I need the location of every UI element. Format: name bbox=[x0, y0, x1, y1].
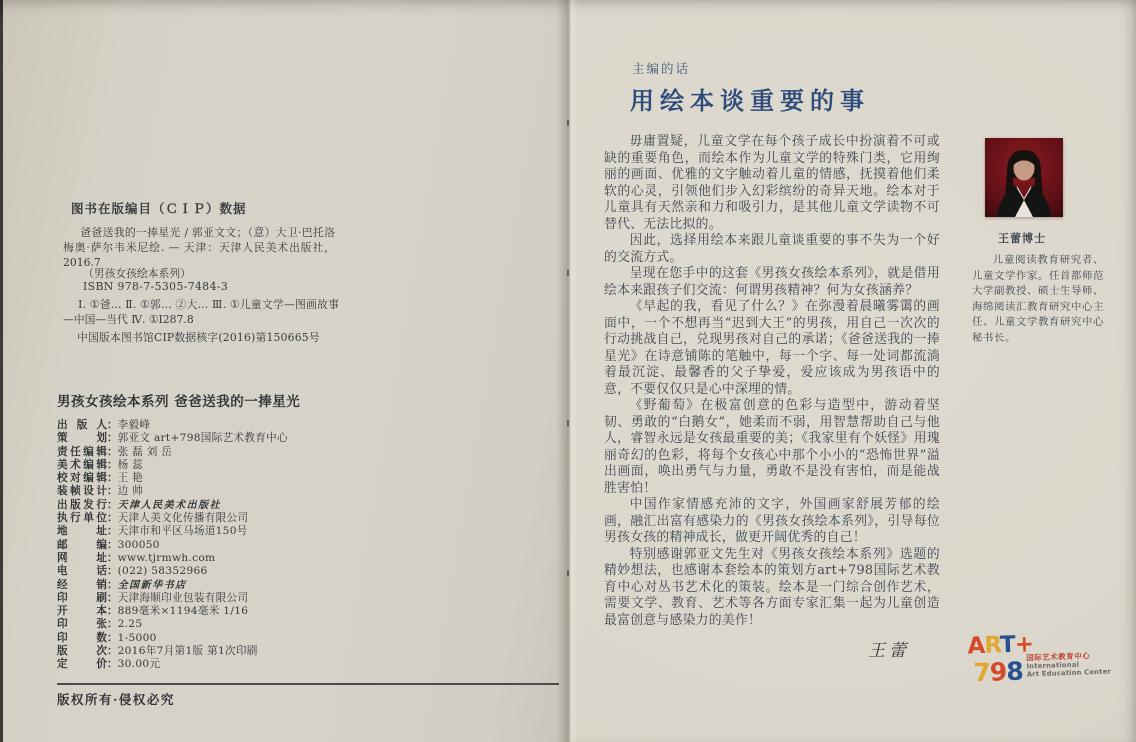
colophon-colon: ： bbox=[107, 485, 118, 498]
colophon-label: 出版发行 bbox=[57, 498, 107, 511]
divider-rule bbox=[57, 683, 559, 685]
author-photo bbox=[985, 138, 1063, 217]
colophon-value: 2016年7月第1版 第1次印刷 bbox=[117, 645, 258, 658]
cip-description: 爸爸送我的一捧星光 / 郭亚文文；（意）大卫·巴托洛梅奥·萨尔韦米尼绘. — 天津：天津人民美术出版社，2016.7 bbox=[63, 226, 335, 269]
colophon-value: 李毅峰 bbox=[117, 419, 151, 431]
colophon-colon: ： bbox=[107, 658, 118, 671]
logo-letter: T bbox=[999, 631, 1016, 659]
colophon-row bbox=[57, 592, 537, 605]
colophon-colon: ： bbox=[107, 565, 118, 578]
colophon-value: 30.00元 bbox=[117, 658, 161, 671]
colophon-value: 天津人美文化传播有限公司 bbox=[117, 512, 249, 525]
art798-logo bbox=[967, 631, 1112, 688]
logo-digit: 8 bbox=[1005, 656, 1024, 687]
cip-classification: Ⅰ. ①爸… Ⅱ. ①郭… ②大… Ⅲ. ①儿童文学—图画故事—中国—当代 Ⅳ. ①I287.8 bbox=[63, 298, 339, 326]
essay-paragraph: 《野葡萄》在极富创意的色彩与造型中，游动着坚韧、勇敢的“白鹅女”，她柔而不弱，用智慧帮助自己与他人，睿智永远是女孩最重要的美；《我家里有个妖怪》用瑰丽奇幻的色彩，将每个女孩心中那个小小的“恐怖世界”溢出画面，唤出勇气与力量，勇敢不是没有害怕，而是能战胜害怕！ bbox=[604, 398, 940, 496]
colophon-label: 印数 bbox=[57, 631, 107, 644]
colophon-value: 全国新华书店 bbox=[117, 579, 187, 591]
essay-body bbox=[604, 134, 940, 629]
colophon-row bbox=[57, 485, 537, 498]
colophon-value: 天津海顺印业包装有限公司 bbox=[117, 591, 249, 604]
copyright-notice: 版权所有·侵权必究 bbox=[57, 692, 175, 707]
colophon-colon: ： bbox=[107, 498, 118, 511]
colophon-row bbox=[57, 446, 537, 459]
colophon-title: 男孩女孩绘本系列 爸爸送我的一捧星光 bbox=[57, 394, 301, 410]
colophon-value: 张 磊 刘 岳 bbox=[117, 445, 173, 458]
colophon-value: 2.25 bbox=[117, 618, 143, 631]
colophon-label: 网址 bbox=[57, 551, 107, 564]
colophon-colon: ： bbox=[107, 512, 118, 525]
colophon-colon: ： bbox=[107, 631, 118, 644]
colophon-colon: ： bbox=[107, 645, 118, 658]
colophon-label: 版次 bbox=[57, 645, 107, 658]
colophon-row bbox=[57, 419, 537, 432]
colophon-label: 校对编辑 bbox=[57, 472, 107, 485]
author-bio bbox=[972, 230, 1104, 347]
colophon-row bbox=[57, 658, 537, 671]
colophon-label: 装帧设计 bbox=[57, 485, 107, 498]
logo-letter: A bbox=[967, 632, 985, 660]
colophon-row bbox=[57, 499, 537, 512]
logo-digit: 9 bbox=[989, 657, 1007, 687]
colophon-label: 邮编 bbox=[57, 538, 107, 551]
colophon-list bbox=[57, 419, 537, 672]
logo-caption-cn: 国际艺术教育中心 bbox=[1026, 651, 1091, 663]
colophon-label: 执行单位 bbox=[57, 512, 107, 525]
essay-paragraph: 毋庸置疑，儿童文学在每个孩子成长中扮演着不可或缺的重要角色，而绘本作为儿童文学的特殊门类，它用绚丽的画面、优雅的文字触动着儿童的情感，抚摸着他们柔软的心灵，引领他们步入幻彩缤纷的奇异天地。绘本对于儿童具有天然亲和力和吸引力，是其他儿童文学读物不可替代、无法比拟的。 bbox=[604, 134, 940, 232]
essay-paragraph: 《早起的我，看见了什么？》在弥漫着晨曦雾霭的画面中，一个不想再当“迟到大王”的男孩，用自己一次次的行动挑战自己，兑现男孩对自己的承诺；《爸爸送我的一捧星光》在诗意铺陈的笔触中，每一个字、每一处词都流淌着最沉淀、最馨香的父子挚爱，爱应该成为男孩语中的意，不要仅仅只是心中深埋的情。 bbox=[604, 299, 940, 397]
cip-series: （男孩女孩绘本系列） bbox=[83, 267, 191, 280]
art798-logo-digits bbox=[972, 651, 1112, 688]
logo-caption-en1: International bbox=[1026, 660, 1080, 671]
logo-caption bbox=[1026, 652, 1111, 679]
colophon-value: 天津市和平区马场道150号 bbox=[117, 525, 248, 538]
logo-digits-group bbox=[973, 657, 1023, 688]
colophon-row bbox=[57, 525, 537, 538]
colophon-label: 美术编辑 bbox=[57, 458, 107, 471]
colophon-label: 策划 bbox=[57, 432, 107, 445]
cip-isbn: ISBN 978-7-5305-7484-3 bbox=[83, 280, 229, 293]
logo-letter: + bbox=[1014, 631, 1034, 658]
colophon-label: 开本 bbox=[57, 605, 107, 618]
colophon-colon: ： bbox=[107, 551, 118, 564]
colophon-colon: ： bbox=[107, 458, 118, 471]
colophon-row bbox=[57, 512, 537, 525]
essay-paragraph: 呈现在您手中的这套《男孩女孩绘本系列》，就是借用绘本来跟孩子们交流：何谓男孩精神？何为女孩涵养？ bbox=[604, 266, 940, 298]
colophon-row bbox=[57, 432, 537, 445]
colophon-colon: ： bbox=[107, 538, 118, 551]
author-bio-text: 儿童阅读教育研究者、儿童文学作家。任首都师范大学副教授、硕士生导师、海绵阅读汇教育研究中心主任、儿童文学教育研究中心秘书长。 bbox=[972, 254, 1104, 344]
colophon-colon: ： bbox=[107, 445, 118, 458]
editor-signature: 王蕾 bbox=[868, 641, 910, 661]
colophon-value: 郭亚文 art+798国际艺术教育中心 bbox=[117, 432, 288, 445]
logo-digit: 7 bbox=[972, 657, 991, 688]
colophon-label: 定价 bbox=[57, 658, 107, 671]
colophon-value: www.tjrmwh.com bbox=[117, 551, 216, 564]
colophon-value: (022) 58352966 bbox=[117, 565, 208, 578]
colophon-row bbox=[57, 565, 537, 578]
colophon-row bbox=[57, 579, 537, 592]
colophon-value: 1-5000 bbox=[117, 631, 157, 644]
author-portrait-illustration bbox=[985, 138, 1063, 217]
colophon-row bbox=[57, 472, 537, 485]
colophon-row bbox=[57, 645, 537, 658]
colophon-label: 经销 bbox=[57, 578, 107, 591]
essay-paragraph: 因此，选择用绘本来跟儿童谈重要的事不失为一个好的交流方式。 bbox=[604, 233, 940, 265]
cip-heading: 图书在版编目（ＣＩＰ）数据 bbox=[71, 201, 247, 216]
colophon-value: 杨 蕊 bbox=[117, 458, 144, 471]
colophon-value: 天津人民美术出版社 bbox=[117, 499, 222, 511]
logo-letter: R bbox=[983, 632, 1001, 659]
colophon-label: 印张 bbox=[57, 618, 107, 631]
colophon-row bbox=[57, 459, 537, 472]
colophon-row bbox=[57, 552, 537, 565]
colophon-row bbox=[57, 632, 537, 645]
binding-stitches bbox=[567, 120, 569, 640]
author-name: 王蕾博士 bbox=[998, 232, 1046, 245]
colophon-value: 300050 bbox=[117, 538, 160, 551]
cip-record-number: 中国版本图书馆CIP数据核字(2016)第150665号 bbox=[77, 331, 320, 344]
colophon-label: 印刷 bbox=[57, 591, 107, 604]
colophon-label: 电话 bbox=[57, 565, 107, 578]
colophon-label: 地址 bbox=[57, 525, 107, 538]
colophon-colon: ： bbox=[107, 472, 118, 485]
essay-paragraph: 特别感谢郭亚文先生对《男孩女孩绘本系列》选题的精妙想法，也感谢本套绘本的策划方art+798国际艺术教育中心对丛书艺术化的策装。绘本是一门综合创作艺术，需要文学、教育、艺术等各方面专家汇集一起为儿童创造最富创意与感染力的美作！ bbox=[604, 546, 940, 628]
colophon-colon: ： bbox=[107, 578, 118, 591]
colophon-colon: ： bbox=[107, 605, 118, 618]
colophon-value: 889毫米×1194毫米 1/16 bbox=[117, 605, 249, 618]
page-title: 用绘本谈重要的事 bbox=[630, 86, 870, 115]
left-page bbox=[3, 0, 570, 742]
colophon-colon: ： bbox=[107, 525, 118, 538]
colophon-row bbox=[57, 605, 537, 618]
right-page bbox=[570, 0, 1136, 742]
colophon-colon: ： bbox=[107, 591, 118, 604]
colophon-value: 王 艳 bbox=[117, 472, 144, 485]
colophon-colon: ： bbox=[107, 618, 118, 631]
logo-caption-en2: Art Education Center bbox=[1026, 667, 1112, 679]
colophon-colon: ： bbox=[107, 432, 118, 445]
colophon-label: 责任编辑 bbox=[57, 445, 107, 458]
colophon-colon: ： bbox=[107, 419, 118, 431]
colophon-row bbox=[57, 539, 537, 552]
colophon-value: 边 帅 bbox=[117, 485, 144, 498]
colophon-row bbox=[57, 618, 537, 631]
section-kicker: 主编的话 bbox=[632, 61, 691, 76]
colophon-label: 出版人 bbox=[57, 419, 107, 431]
essay-paragraph: 中国作家情感充沛的文字，外国画家舒展芳郁的绘画，融汇出富有感染力的《男孩女孩绘本系列》，引导每位男孩女孩的精神成长，做更开阔优秀的自己！ bbox=[604, 497, 940, 545]
